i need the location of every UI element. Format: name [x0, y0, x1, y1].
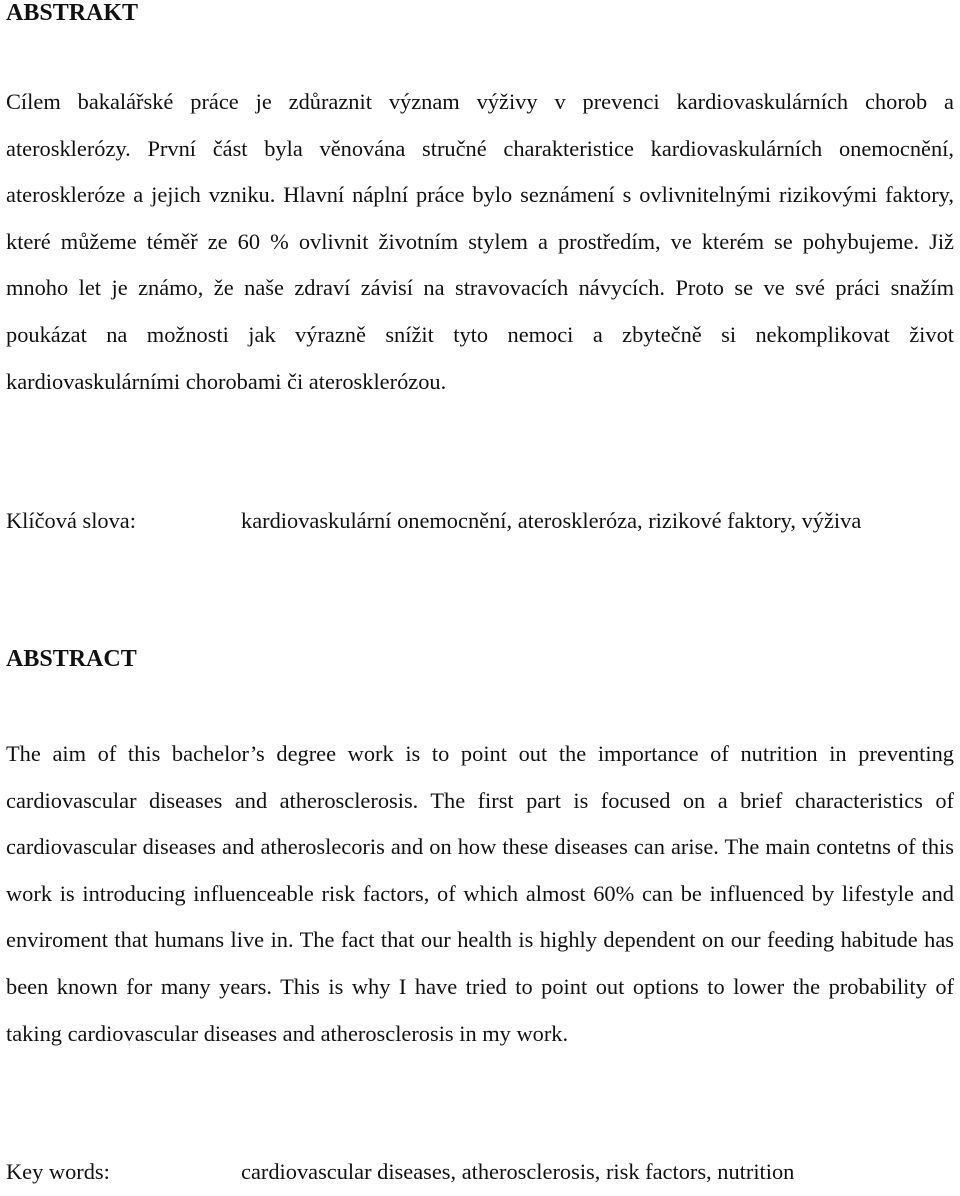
czech-abstract-heading: ABSTRAKT — [6, 0, 139, 26]
english-keywords-value: cardiovascular diseases, atherosclerosis, risk factors, nutrition — [241, 1159, 795, 1184]
czech-abstract-body: Cílem bakalářské práce je zdůraznit význam výživy v prevenci kardiovaskulárních chorob a aterosklerózy. První část byla věnována stručné charakteristice kardiovaskulárních onemocnění, ateroskleróze a jejich vzniku. Hlavní náplní práce bylo seznámení s ovlivnitelnými rizikovými faktory, které můžeme téměř ze 60 % ovlivnit životním stylem a prostředím, ve kterém se pohybujeme. Již mnoho let je známo, že naše zdraví závisí na stravovacích návycích. Proto se ve své práci snažím poukázat na možnosti jak výrazně snížit tyto nemoci a zbytečně si nekomplikovat život kardiovaskulárními chorobami či aterosklerózou. — [6, 89, 954, 394]
english-abstract-heading: ABSTRACT — [6, 646, 137, 672]
czech-keywords — [6, 498, 954, 545]
english-keywords — [6, 1149, 954, 1196]
english-abstract-body: The aim of this bachelor’s degree work is to point out the importance of nutrition in preventing cardiovascular diseases and atherosclerosis. The first part is focused on a brief characteristics of cardiovascular diseases and atheroslecoris and on how these diseases can arise. The main contetns of this work is introducing influenceable risk factors, of which almost 60% can be influenced by lifestyle and enviroment that humans live in. The fact that our health is highly dependent on our feeding habitude has been known for many years. This is why I have tried to point out options to lower the probability of taking cardiovascular diseases and atherosclerosis in my work. — [6, 741, 954, 1046]
czech-keywords-value: kardiovaskulární onemocnění, ateroskleróza, rizikové faktory, výživa — [241, 508, 862, 533]
english-keywords-label: Key words: — [6, 1159, 110, 1184]
czech-keywords-label: Klíčová slova: — [6, 508, 136, 533]
